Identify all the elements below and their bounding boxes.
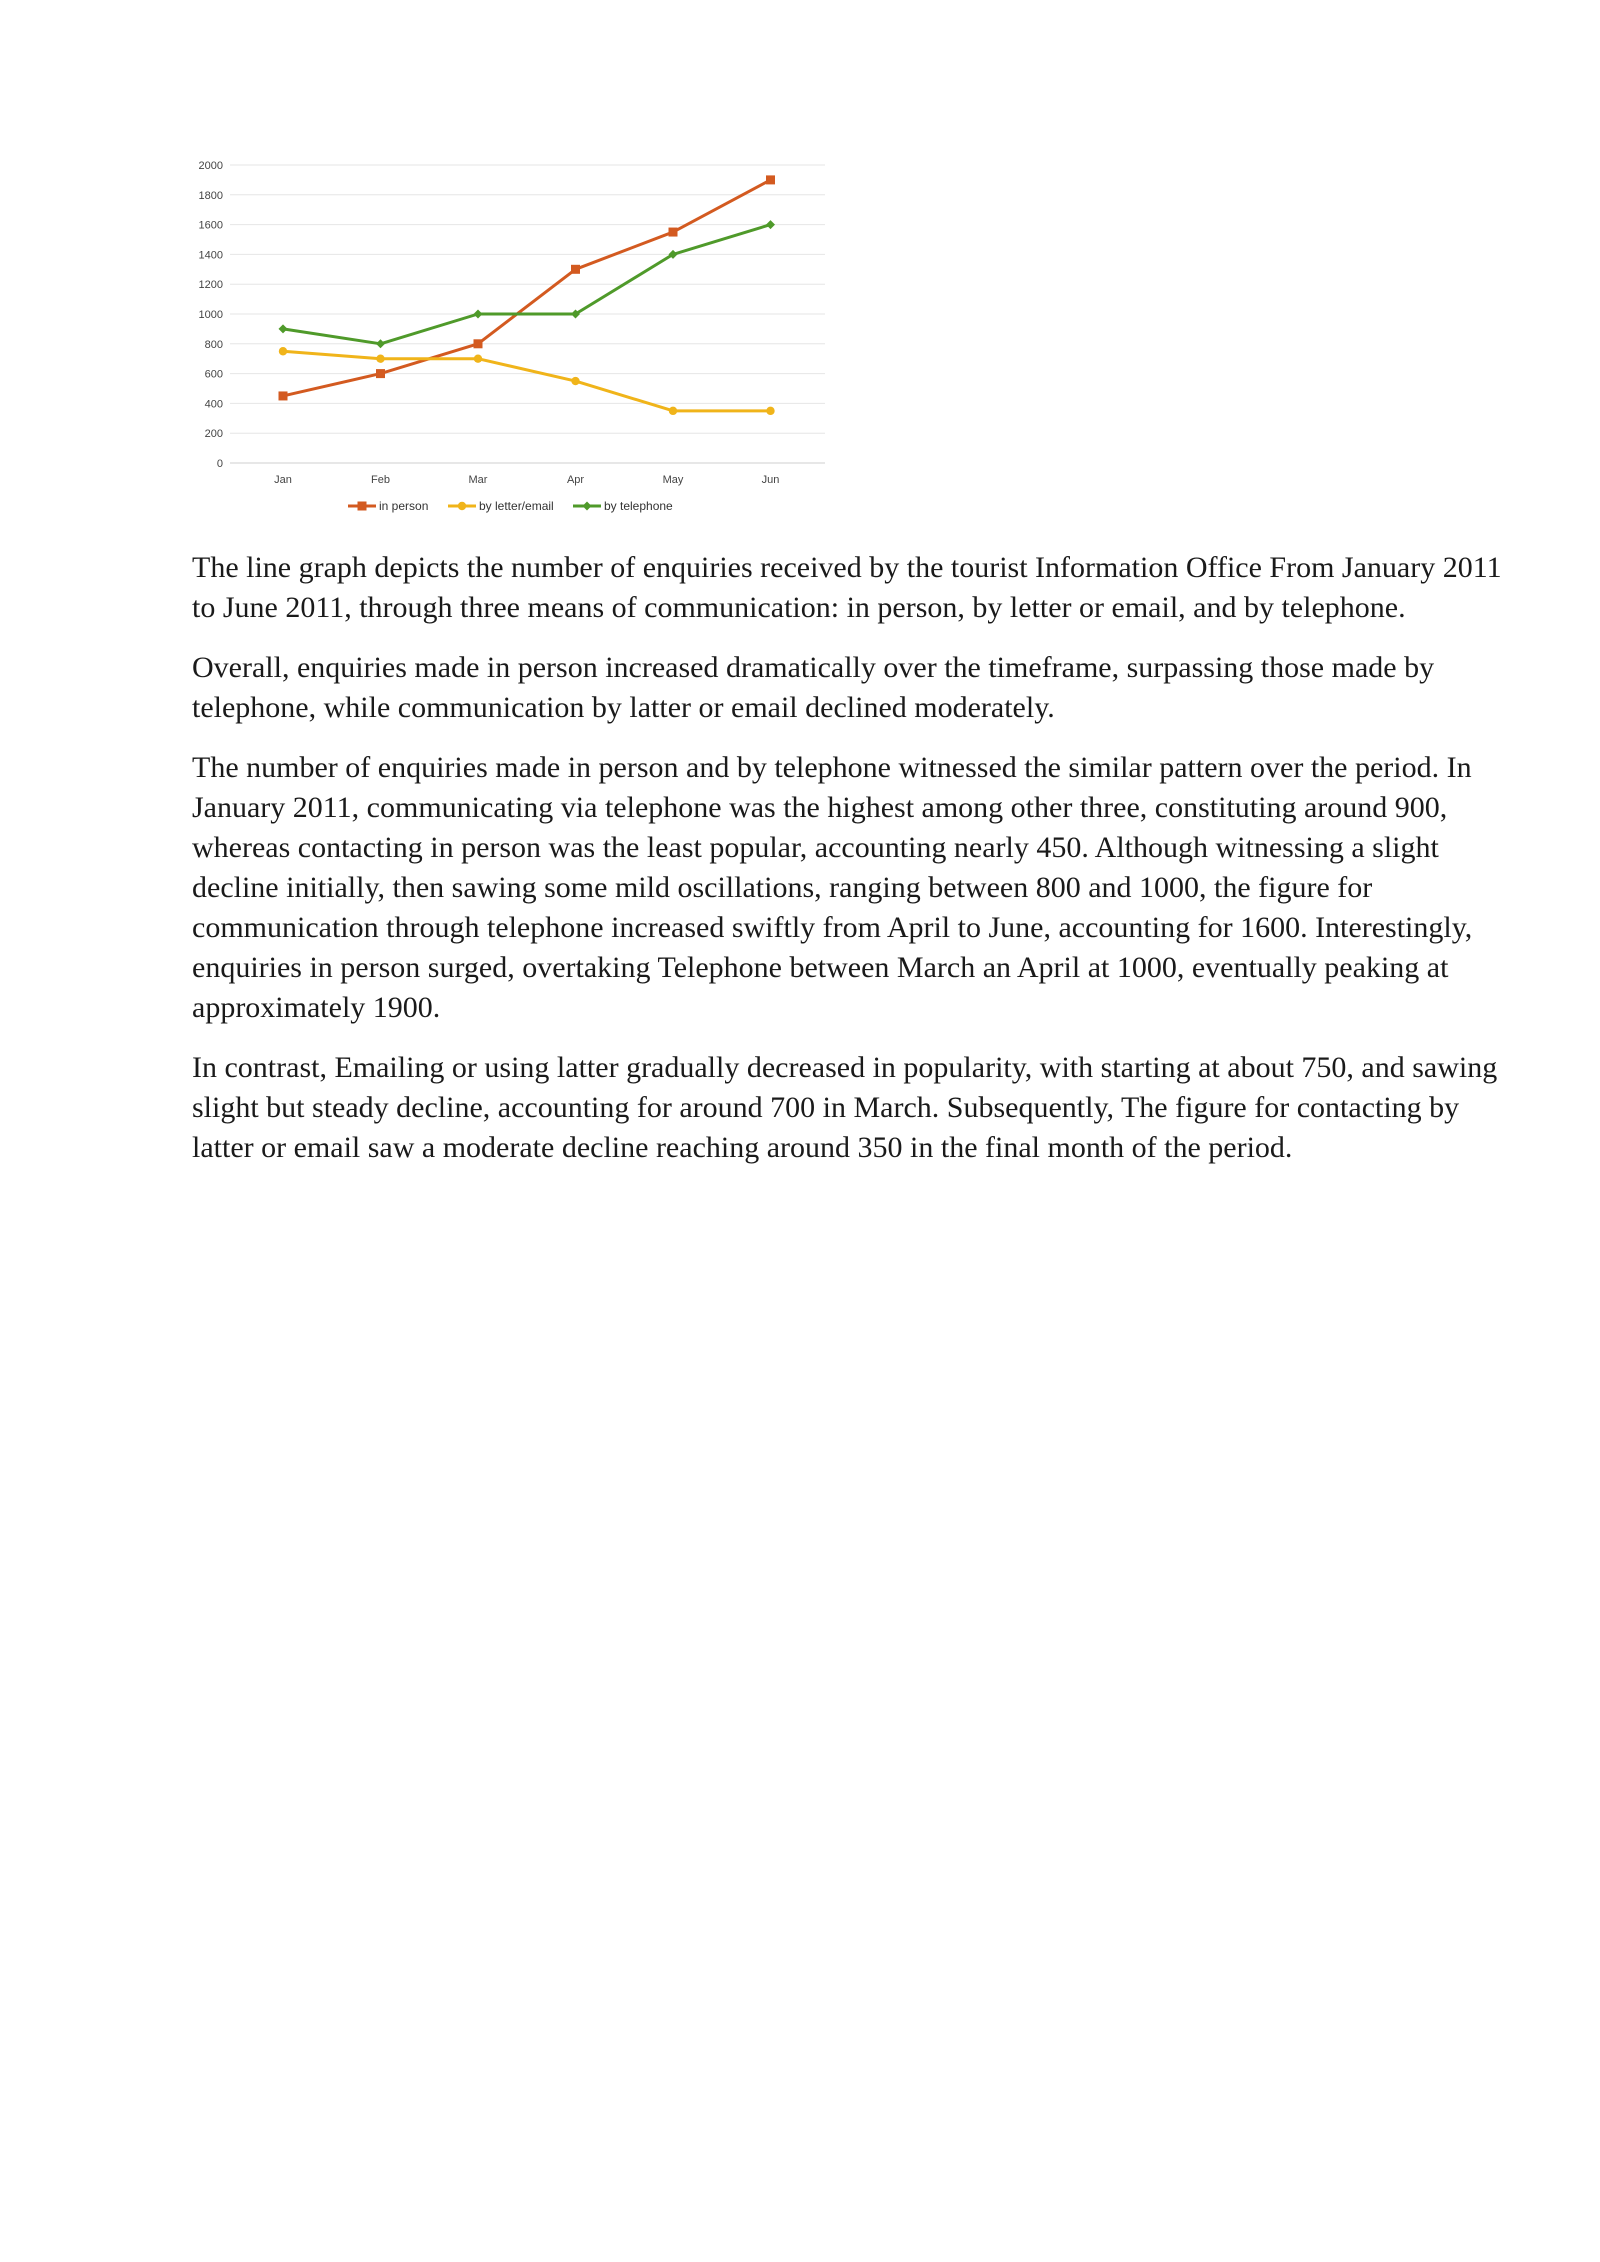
y-tick-label: 1200 xyxy=(198,279,223,292)
data-point xyxy=(766,220,775,229)
data-point xyxy=(571,377,579,385)
y-tick-label: 200 xyxy=(204,428,223,441)
legend-label: by telephone xyxy=(604,499,673,513)
data-point xyxy=(376,369,385,378)
y-tick-label: 600 xyxy=(204,368,223,381)
data-point xyxy=(279,324,288,333)
paragraph-body-2: In contrast, Emailing or using latter gradually decreased in popularity, with starting at about 750, and sawing slight but steady decline, accounting for around 700 in March. Subsequently, The figure for contacting by latter or email saw a moderate decline reaching around 350 in the final month of the period. xyxy=(192,1051,1498,1164)
chart-svg xyxy=(180,150,840,530)
data-point xyxy=(571,265,580,274)
paragraph-intro: The line graph depicts the number of enquiries received by the tourist Information Office From January 2011 to June 2011, through three means of communication: in person, by letter or email, and by telephone. xyxy=(192,551,1502,624)
legend-label: by letter/email xyxy=(479,499,554,513)
data-point xyxy=(474,310,483,319)
series-line xyxy=(283,180,771,396)
data-point xyxy=(376,339,385,348)
data-point xyxy=(376,355,384,363)
data-point xyxy=(669,228,678,237)
x-tick-label: May xyxy=(662,474,684,486)
paragraph-body-1: The number of enquiries made in person and by telephone witnessed the similar pattern over the period. In January 2011, communicating via telephone was the highest among other three, constituting around 900, whereas contacting in person was the least popular, accounting nearly 450. Although witnessing a slight decline initially, then sawing some mild oscillations, ranging between 800 and 1000, the figure for communication through telephone increased swiftly from April to June, accounting for 1600. Interestingly, enquiries in person surged, overtaking Telephone between March an April at 1000, eventually peaking at approximately 1900. xyxy=(192,751,1473,1024)
y-tick-label: 1400 xyxy=(198,249,223,262)
y-tick-label: 1800 xyxy=(198,189,223,202)
legend-marker xyxy=(458,502,466,510)
paragraph-overview: Overall, enquiries made in person increased dramatically over the timeframe, surpassing those made by telephone, while communication by latter or email declined moderately. xyxy=(192,651,1435,724)
data-point xyxy=(766,175,775,184)
y-tick-label: 0 xyxy=(216,458,223,470)
y-tick-label: 800 xyxy=(204,338,223,351)
series-line xyxy=(283,351,771,411)
x-tick-label: Apr xyxy=(566,474,585,486)
data-point xyxy=(279,391,288,400)
data-point xyxy=(279,347,287,355)
y-tick-label: 400 xyxy=(204,398,223,411)
y-tick-label: 1600 xyxy=(198,219,223,232)
x-tick-label: Jan xyxy=(274,474,292,486)
x-tick-label: Mar xyxy=(468,474,488,486)
x-tick-label: Jun xyxy=(761,474,780,486)
data-point xyxy=(766,407,774,415)
x-tick-label: Feb xyxy=(371,474,390,486)
legend-marker xyxy=(583,502,592,511)
legend-label: in person xyxy=(379,499,429,513)
data-point xyxy=(669,407,677,415)
essay-body xyxy=(192,548,1512,1188)
data-point xyxy=(474,339,483,348)
y-tick-label: 1000 xyxy=(198,309,223,321)
y-tick-label: 2000 xyxy=(198,160,223,172)
line-chart xyxy=(180,150,840,530)
data-point xyxy=(474,355,482,363)
legend-marker xyxy=(358,502,367,511)
